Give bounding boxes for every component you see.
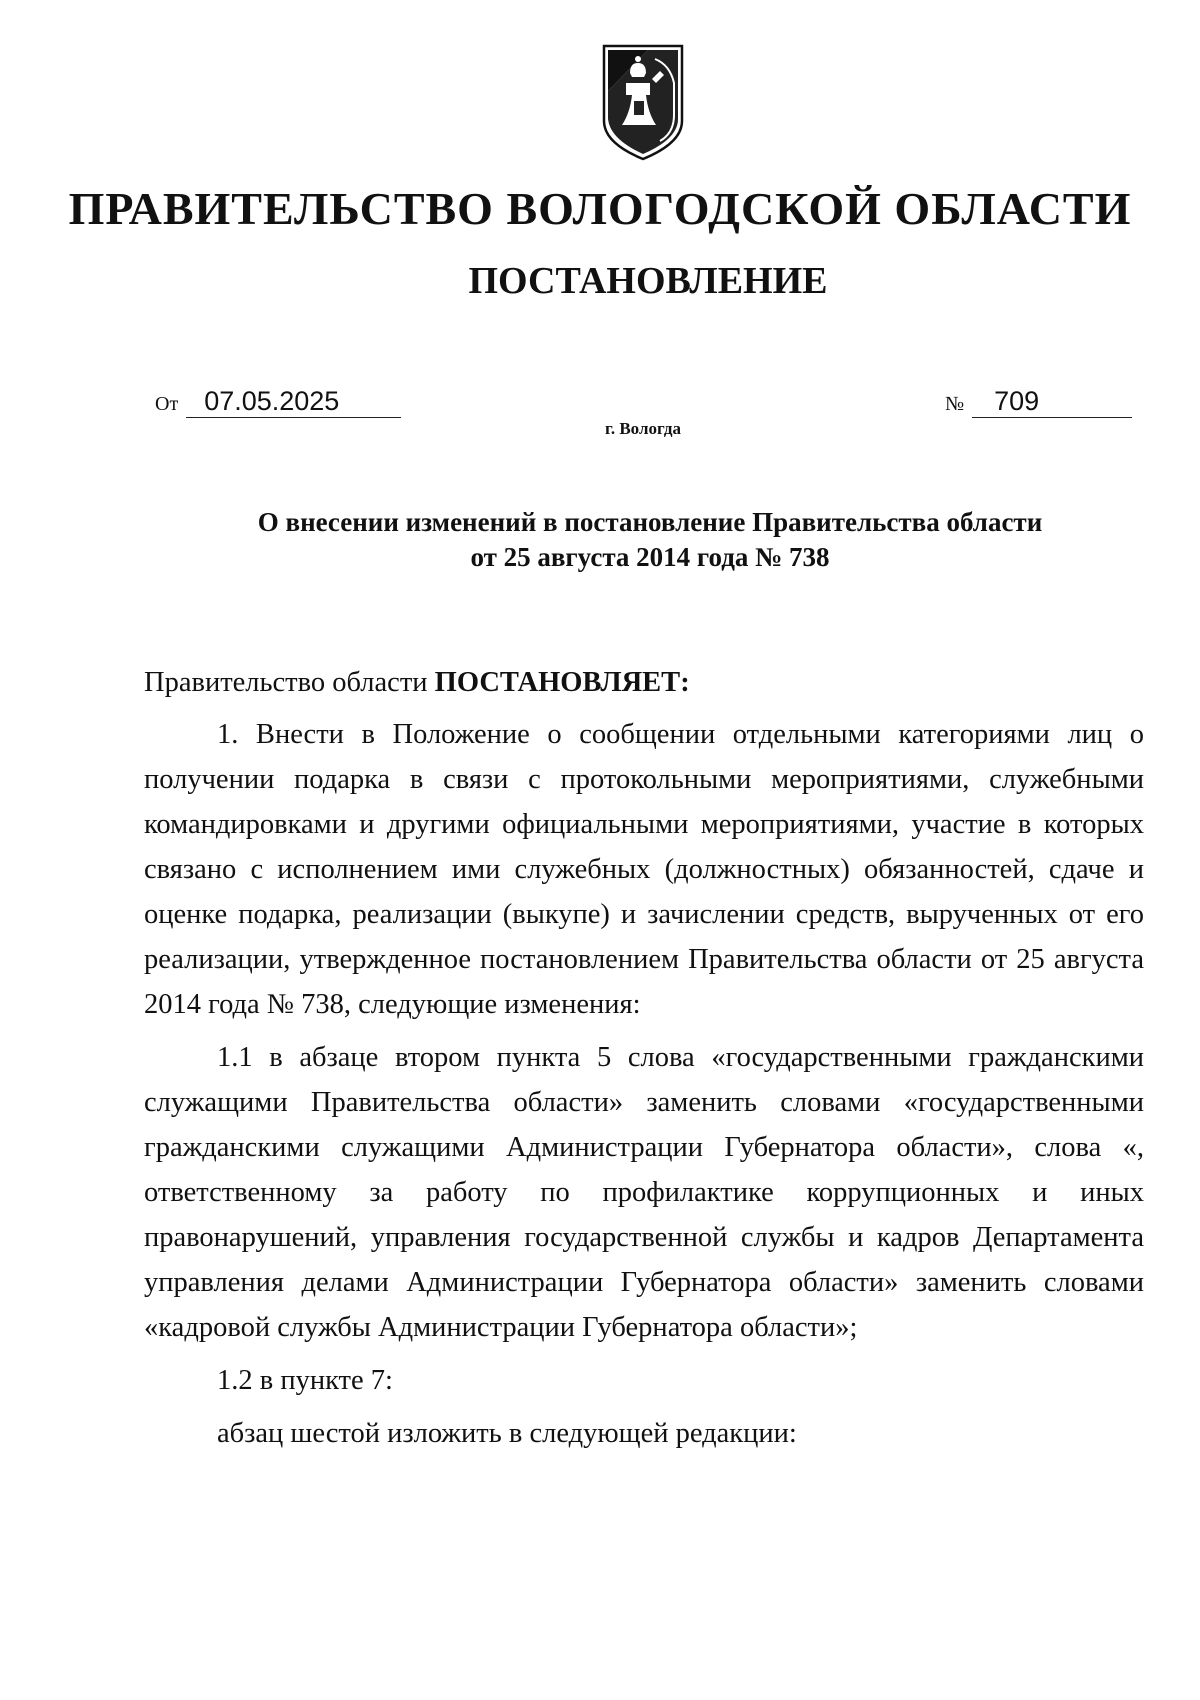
city-label: г. Вологда: [605, 419, 681, 438]
number-value: 709: [972, 385, 1132, 418]
date-value: 07.05.2025: [186, 385, 401, 418]
date-prefix: От: [155, 393, 179, 415]
preamble: [144, 660, 1144, 705]
paragraph-1-2-a: абзац шестой изложить в следующей редакции:: [217, 1418, 797, 1449]
subject-line-1: О внесении изменений в постановление Правительства области: [257, 507, 1043, 537]
preamble-lead: Правительство области: [144, 667, 435, 698]
document-subject: [150, 505, 1150, 575]
document-body: [144, 660, 1144, 1464]
preamble-keyword: ПОСТАНОВЛЯЕТ:: [434, 667, 690, 698]
organization-title: ПРАВИТЕЛЬСТВО ВОЛОГОДСКОЙ ОБЛАСТИ: [68, 183, 1132, 234]
coat-of-arms-icon: [600, 43, 686, 161]
subject-line-2: от 25 августа 2014 года № 738: [470, 542, 830, 572]
document-type: ПОСТАНОВЛЕНИЕ: [468, 260, 828, 302]
paragraph-1-1: 1.1 в абзаце втором пункта 5 слова «государственными гражданскими служащими Правительства области» заменить словами «государственными гражданскими служащими Администрации Губернатора области», слова «, ответственному за работу по профилактике коррупционных и иных правонарушений, управления государственной службы и кадров Департамента управления делами Администрации Губернатора области» заменить словами «кадровой службы Администрации Губернатора области»;: [144, 1042, 1144, 1343]
number-prefix: №: [945, 393, 965, 415]
number-field: [945, 385, 1132, 418]
date-field: [155, 385, 401, 418]
paragraph-1-2: 1.2 в пункте 7:: [217, 1365, 393, 1396]
paragraph-1: 1. Внести в Положение о сообщении отдельными категориями лиц о получении подарка в связи с протокольными мероприятиями, служебными командировками и другими официальными мероприятиями, участие в которых связано с исполнением ими служебных (должностных) обязанностей, сдаче и оценке подарка, реализации (выкупе) и зачислении средств, вырученных от его реализации, утвержденное постановлением Правительства области от 25 августа 2014 года № 738, следующие изменения:: [144, 719, 1144, 1020]
